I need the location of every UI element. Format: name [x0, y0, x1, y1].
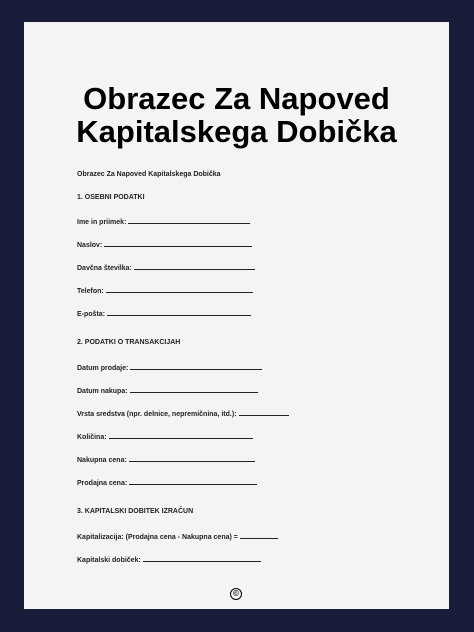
field-label: Datum nakupa:	[77, 388, 128, 395]
field-quantity[interactable]	[77, 431, 253, 441]
field-phone[interactable]	[77, 285, 253, 295]
fill-line[interactable]	[128, 216, 250, 224]
fill-line[interactable]	[134, 262, 255, 270]
field-capitalization[interactable]	[77, 531, 278, 541]
section-heading-calculation: 3. KAPITALSKI DOBITEK IZRAČUN	[77, 508, 194, 515]
field-label: Prodajna cena:	[77, 480, 128, 487]
field-purchase-price[interactable]	[77, 454, 255, 464]
title-line-2: Kapitalskega Dobička	[76, 114, 397, 149]
field-label: Kapitalizacija: (Prodajna cena - Nakupna cena) =	[77, 534, 238, 541]
fill-line[interactable]	[143, 554, 261, 562]
field-label: Kapitalski dobiček:	[77, 557, 141, 564]
field-label: Telefon:	[77, 288, 104, 295]
section-heading-transactions: 2. PODATKI O TRANSAKCIJAH	[77, 339, 181, 346]
field-label: Vrsta sredstva (npr. delnice, nepremičnina, itd.):	[77, 411, 237, 418]
fill-line[interactable]	[240, 531, 278, 539]
field-label: Ime in priimek:	[77, 219, 127, 226]
title-line-1: Obrazec Za Napoved	[83, 81, 390, 116]
field-name[interactable]	[77, 216, 250, 226]
document-title	[24, 82, 449, 148]
field-email[interactable]	[77, 308, 251, 318]
field-purchase-date[interactable]	[77, 385, 258, 395]
field-capital-gain[interactable]	[77, 554, 261, 564]
field-label: Davčna številka:	[77, 265, 132, 272]
fill-line[interactable]	[107, 308, 251, 316]
field-sale-date[interactable]	[77, 362, 262, 372]
fill-line[interactable]	[129, 477, 257, 485]
fill-line[interactable]	[130, 362, 262, 370]
field-label: Količina:	[77, 434, 107, 441]
fill-line[interactable]	[130, 385, 258, 393]
fill-line[interactable]	[109, 431, 253, 439]
field-label: Nakupna cena:	[77, 457, 127, 464]
field-label: Naslov:	[77, 242, 103, 249]
field-label: E-pošta:	[77, 311, 105, 318]
field-tax-number[interactable]	[77, 262, 255, 272]
field-sale-price[interactable]	[77, 477, 257, 487]
fill-line[interactable]	[239, 408, 289, 416]
document-subtitle: Obrazec Za Napoved Kapitalskega Dobička	[77, 171, 221, 178]
field-asset-type[interactable]	[77, 408, 289, 418]
field-address[interactable]	[77, 239, 252, 249]
section-heading-personal: 1. OSEBNI PODATKI	[77, 194, 145, 201]
field-label: Datum prodaje:	[77, 365, 129, 372]
fill-line[interactable]	[104, 239, 252, 247]
fill-line[interactable]	[106, 285, 253, 293]
copyright-icon: ©	[230, 588, 242, 600]
document-page	[24, 22, 449, 609]
fill-line[interactable]	[129, 454, 255, 462]
